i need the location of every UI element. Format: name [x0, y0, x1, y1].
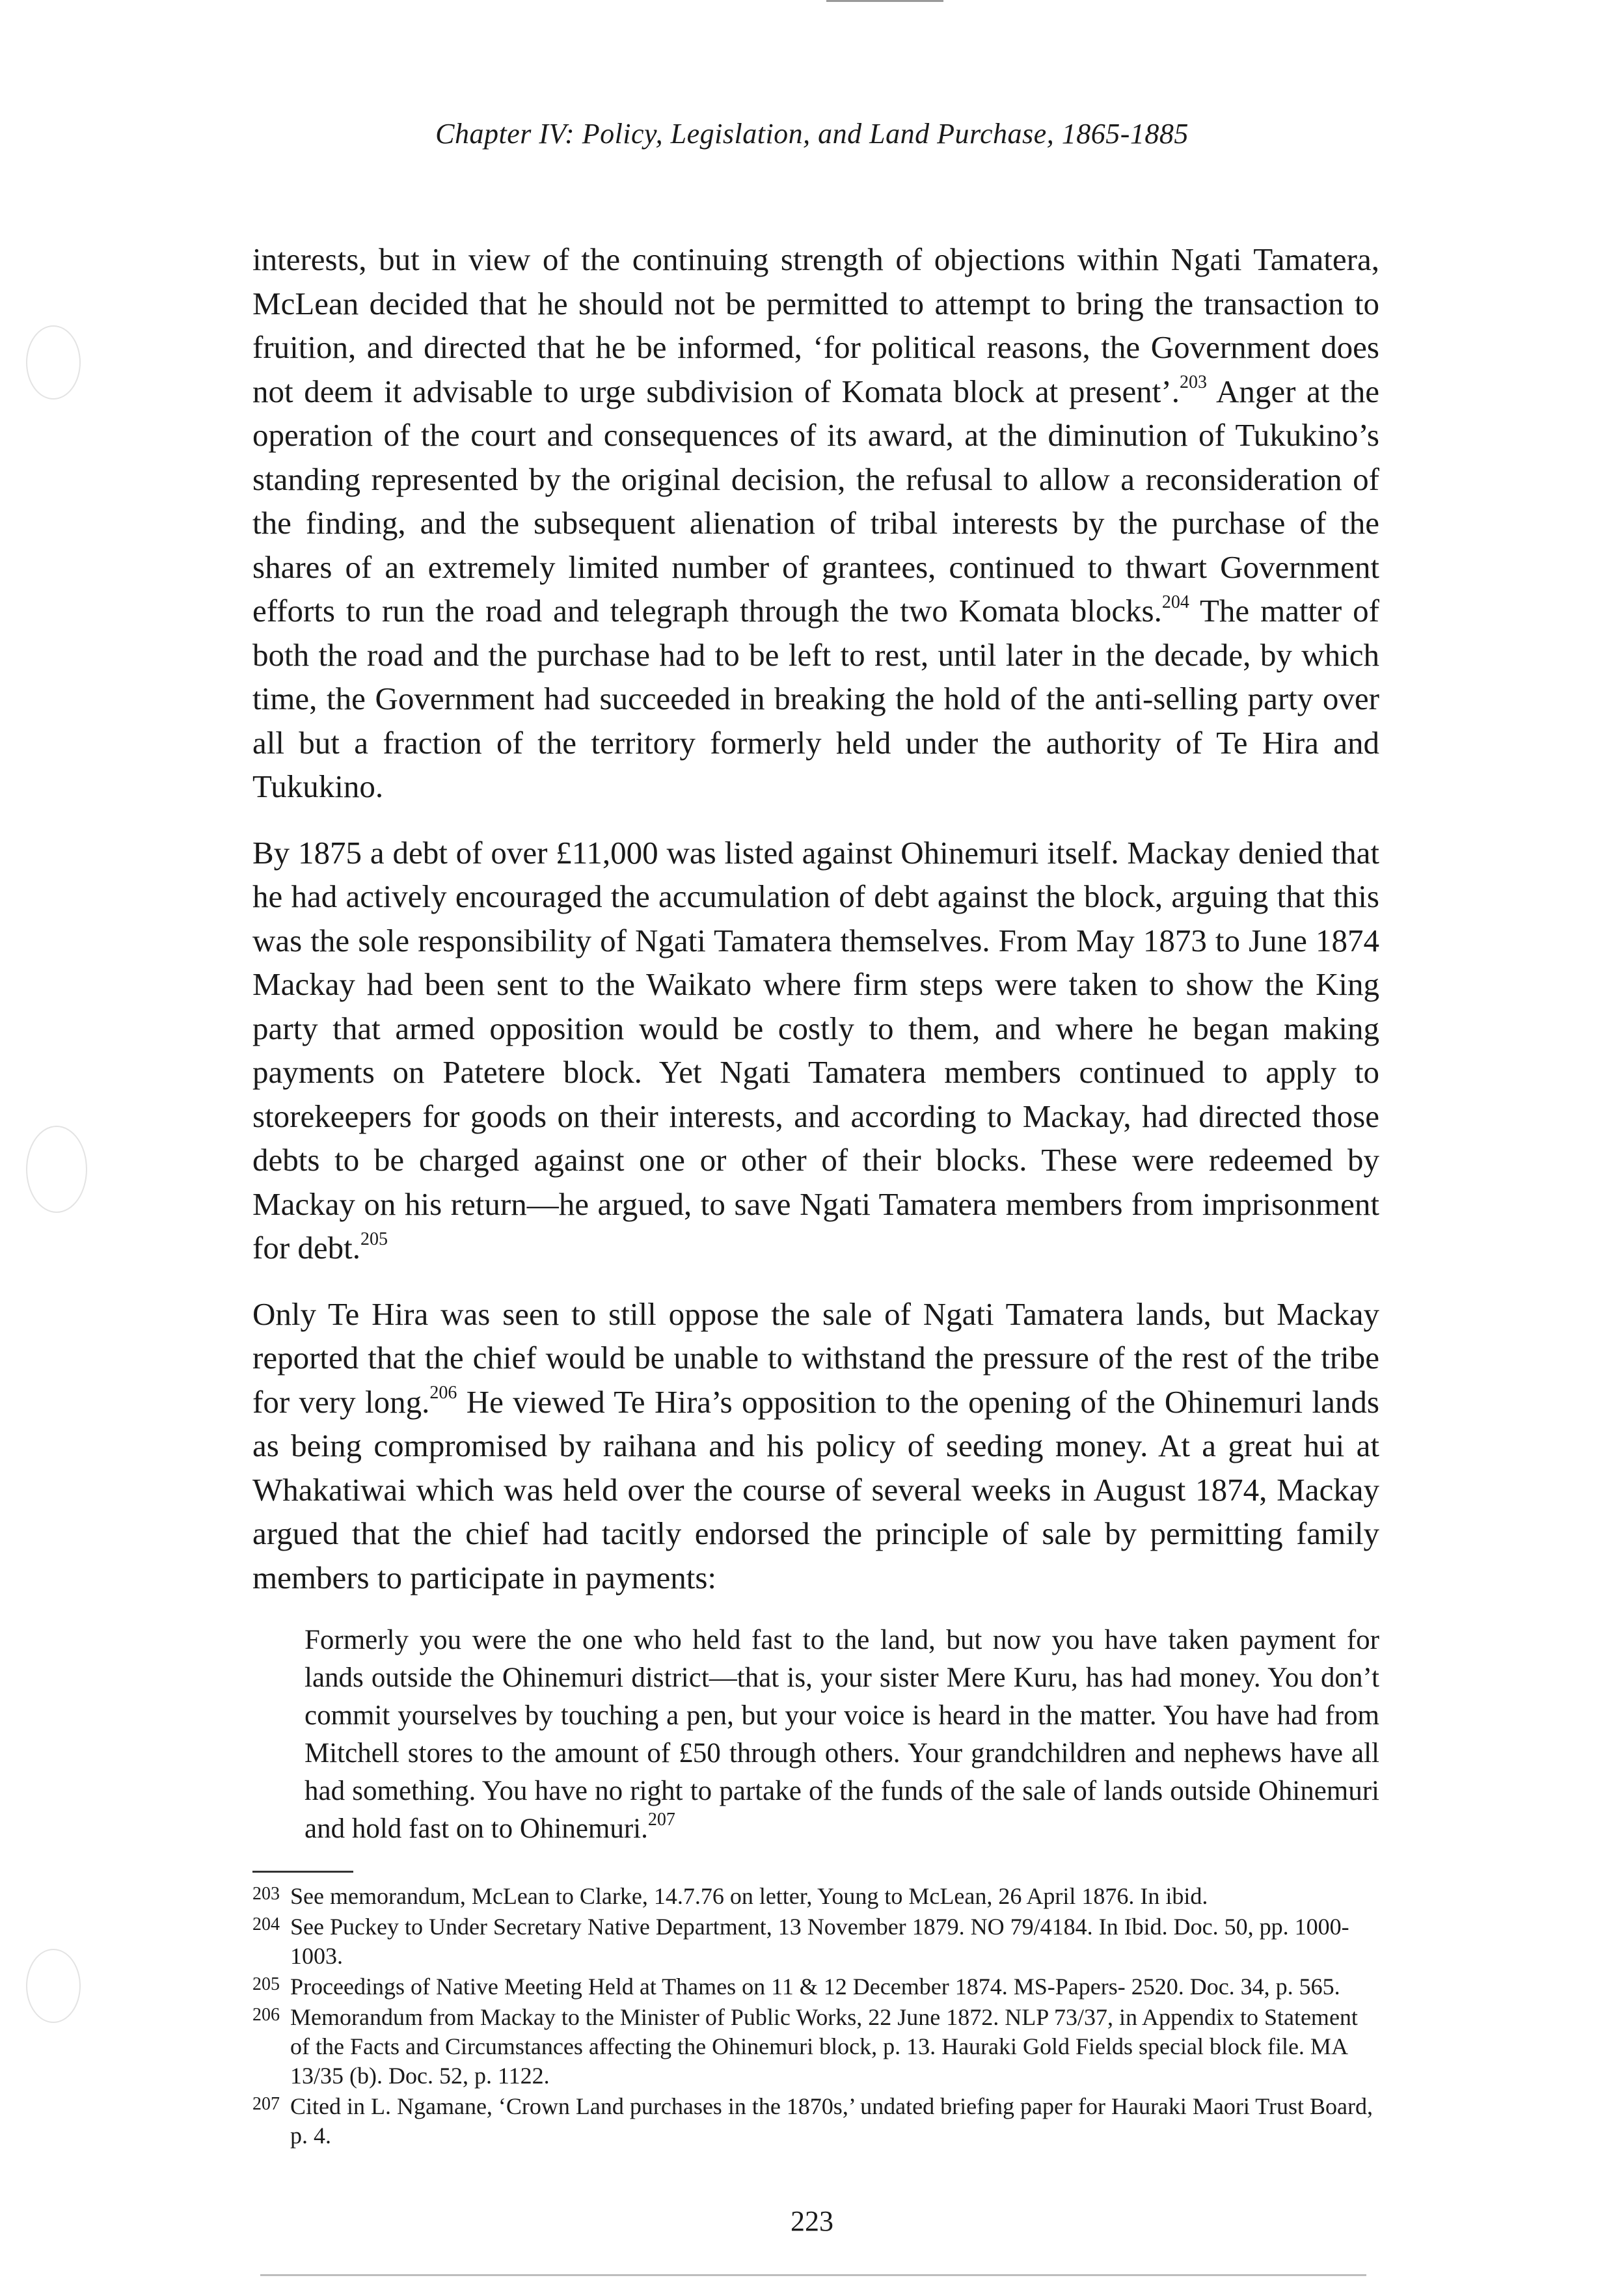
paragraph-text: He viewed Te Hira’s opposition to the opening of the Ohinemuri lands as being compromised by raihana and his policy of seeding money. At a great hui at Whakatiwai which was held over the course of several weeks in August 1874, Mackay argued that the chief had tacitly endorsed the principle of sale by permitting family members to participate in payments: — [252, 1383, 1379, 1595]
footnote-item — [252, 1912, 1379, 1971]
footnote-ref[interactable]: 204 — [1161, 591, 1189, 612]
paragraph-2 — [252, 831, 1379, 1270]
footnote-number: 206 — [252, 2005, 280, 2025]
footnote-text: Cited in L. Ngamane, ‘Crown Land purchases in the 1870s,’ undated briefing paper for Hauraki Maori Trust Board, p. 4. — [290, 2093, 1373, 2149]
footnote-text: Memorandum from Mackay to the Minister of Public Works, 22 June 1872. NLP 73/37, in Appendix to Statement of the Facts and Circumstances affecting the Ohinemuri block, p. 13. Hauraki Gold Fields special block file. MA 13/35 (b). Doc. 52, p. 1122. — [290, 2004, 1358, 2089]
punch-hole-mark — [26, 1949, 81, 2023]
footnote-number: 204 — [252, 1914, 280, 1934]
footnote-item — [252, 1882, 1379, 1911]
footnote-number: 203 — [252, 1884, 280, 1904]
body-text — [252, 238, 1379, 1874]
top-rule — [826, 0, 943, 2]
footnotes — [252, 1882, 1379, 2152]
paragraph-1 — [252, 238, 1379, 809]
footnote-text: See Puckey to Under Secretary Native Department, 13 November 1879. NO 79/4184. In Ibid. Doc. 50, pp. 1000-1003. — [290, 1914, 1349, 1969]
paragraph-text: Anger at the operation of the court and consequences of its award, at the diminution of Tukukino’s standing represented by the original decision, the refusal to allow a reconsideration of the finding, and the subsequent alienation of tribal interests by the purchase of the shares of an extremely limited number of grantees, continued to thwart Government efforts to run the road and telegraph through the two Komata blocks. — [252, 373, 1379, 629]
paragraph-text: The matter of both the road and the purchase had to be left to rest, until later in the decade, by which time, the Government had succeeded in breaking the hold of the anti-selling party over all but a fraction of the territory formerly held under the authority of Te Hira and Tukukino. — [252, 593, 1379, 804]
paragraph-text: By 1875 a debt of over £11,000 was listed against Ohinemuri itself. Mackay denied that he had actively encouraged the accumulation of debt against the block, arguing that this was the sole responsibility of Ngati Tamatera themselves. From May 1873 to June 1874 Mackay had been sent to the Waikato where firm steps were taken to show the King party that armed opposition would be costly to them, and where he began making payments on Patetere block. Yet Ngati Tamatera members continued to apply to storekeepers for goods on their interests, and according to Mackay, had directed those debts to be charged against one or other of their blocks. These were redeemed by Mackay on his return—he argued, to save Ngati Tamatera members from imprisonment for debt. — [252, 834, 1379, 1266]
punch-hole-mark — [26, 1126, 87, 1213]
footnote-text: Proceedings of Native Meeting Held at Thames on 11 & 12 December 1874. MS-Papers- 2520. Doc. 34, p. 565. — [290, 1974, 1340, 2000]
footnote-item — [252, 2092, 1379, 2151]
footnote-ref[interactable]: 206 — [429, 1383, 457, 1404]
footnote-number: 205 — [252, 1974, 280, 1994]
footnote-text: See memorandum, McLean to Clarke, 14.7.76 on letter, Young to McLean, 26 April 1876. In ibid. — [290, 1883, 1208, 1909]
footnote-item — [252, 2003, 1379, 2091]
footnote-ref[interactable]: 203 — [1179, 372, 1207, 393]
quote-text: Formerly you were the one who held fast to the land, but now you have taken payment for lands outside the Ohinemuri district—that is, your sister Mere Kuru, has had money. You don’t commit yourselves by touching a pen, but your voice is heard in the matter. You have had from Mitchell stores to the amount of £50 through others. Your grandchildren and nephews have all had something. You have no right to partake of the funds of the sale of lands outside Ohinemuri and hold fast on to Ohinemuri. — [304, 1625, 1379, 1844]
footnote-number: 207 — [252, 2094, 280, 2114]
running-header: Chapter IV: Policy, Legislation, and Land Purchase, 1865-1885 — [435, 118, 1189, 150]
page-number: 223 — [791, 2205, 833, 2237]
block-quote — [252, 1622, 1379, 1848]
paragraph-text: interests, but in view of the continuing strength of objections within Ngati Tamatera, McLean decided that he should not be permitted to attempt to bring the transaction to fruition, and directed that he be informed, ‘for political reasons, the Government does not deem it advisable to urge subdivision of Komata block at present’. — [252, 241, 1379, 409]
punch-hole-mark — [26, 325, 81, 400]
footnote-ref[interactable]: 207 — [647, 1809, 675, 1830]
footnote-item — [252, 1972, 1379, 2002]
footnote-rule — [252, 1871, 353, 1873]
paragraph-text: Only Te Hira was seen to still oppose the sale of Ngati Tamatera lands, but Mackay reported that the chief would be unable to withstand the pressure of the rest of the tribe for very long. — [252, 1296, 1379, 1420]
paragraph-3 — [252, 1292, 1379, 1600]
bottom-rule — [260, 2274, 1366, 2276]
footnote-ref[interactable]: 205 — [360, 1228, 388, 1249]
